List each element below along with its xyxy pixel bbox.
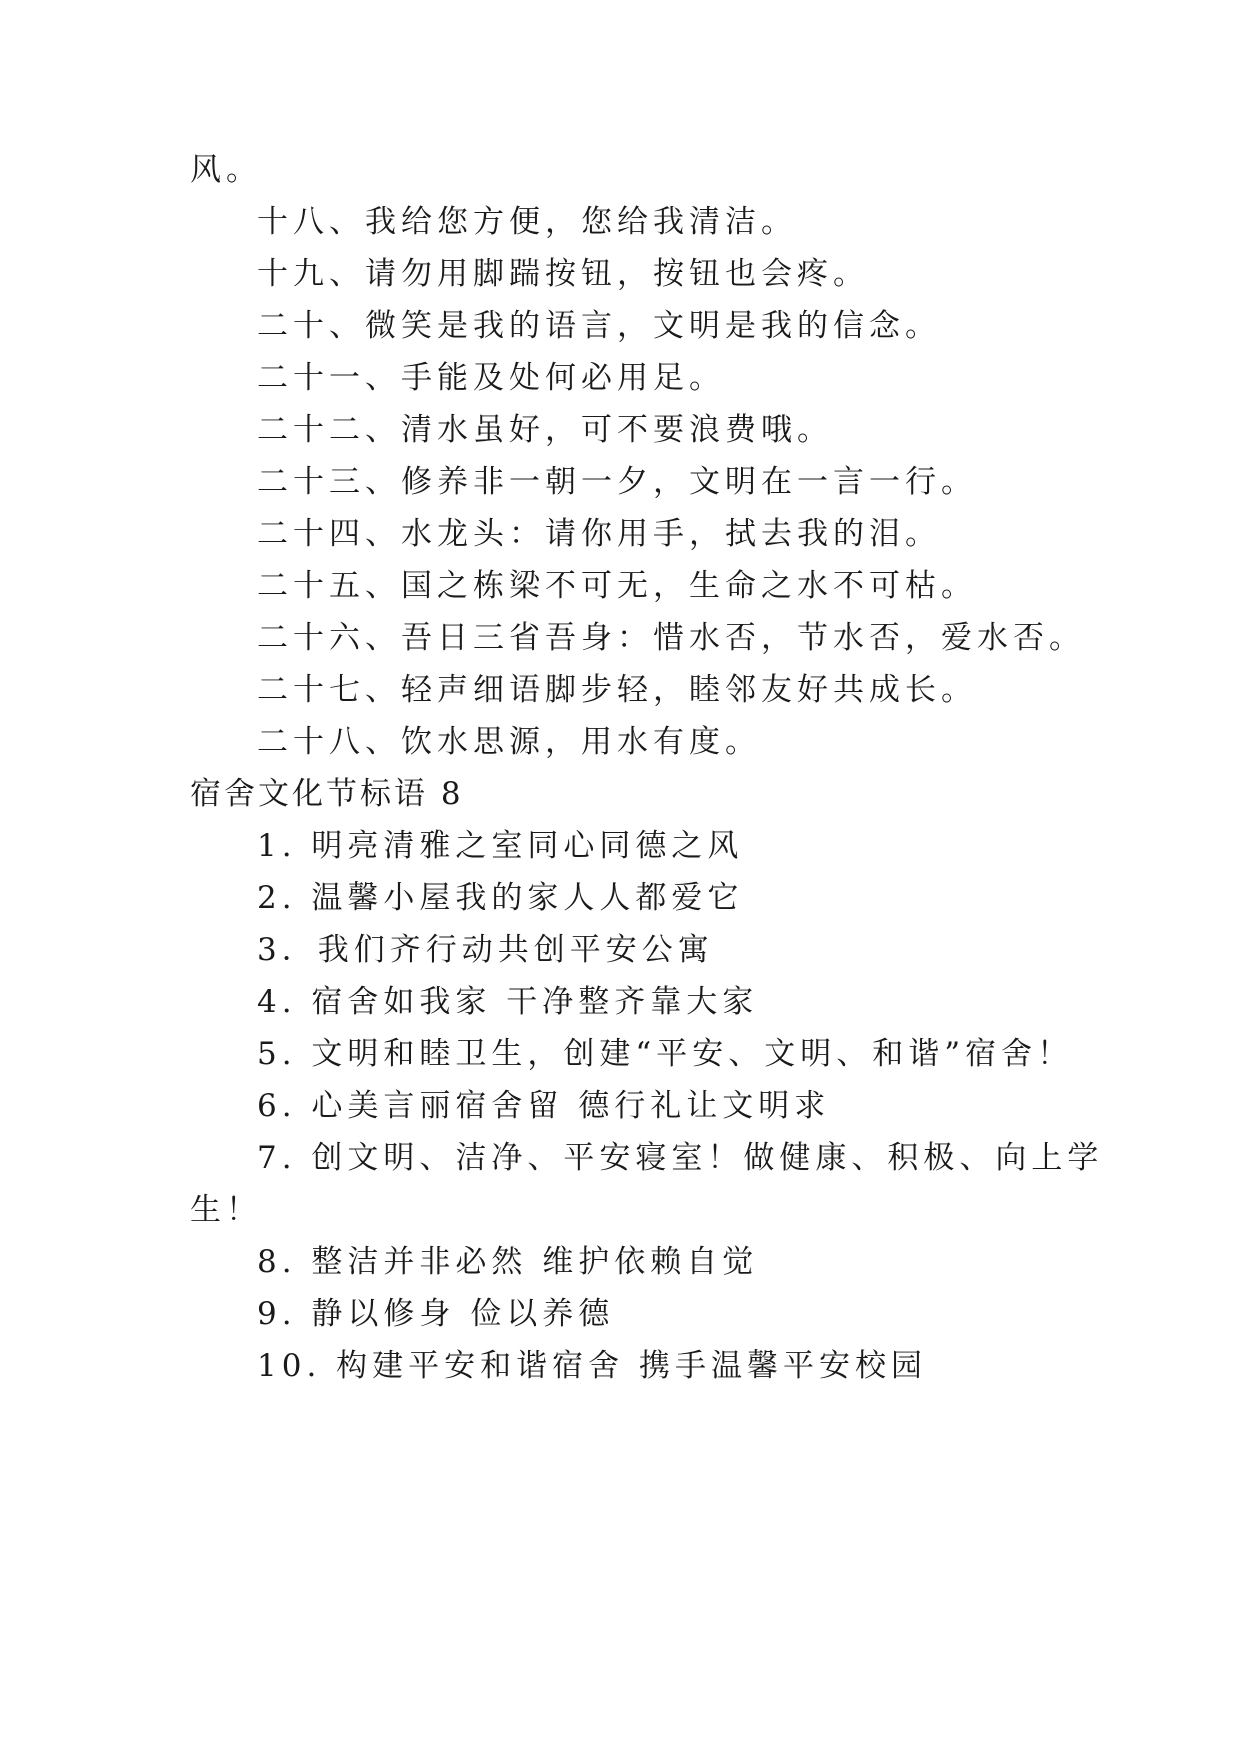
section-heading: 宿舍文化节标语 8 (190, 776, 464, 812)
slogan-19: 十九、请勿用脚踹按钮，按钮也会疼。 (257, 256, 869, 292)
slogan-28: 二十八、饮水思源，用水有度。 (257, 724, 761, 760)
list-item-5: 5. 文明和睦卫生，创建“平安、文明、和谐”宿舍！ (257, 1036, 1074, 1072)
list-item-10: 10. 构建平安和谐宿舍 携手温馨平安校园 (257, 1348, 928, 1384)
list-item-1: 1. 明亮清雅之室同心同德之风 (257, 828, 744, 864)
slogan-24: 二十四、水龙头：请你用手，拭去我的泪。 (257, 516, 941, 552)
slogan-27: 二十七、轻声细语脚步轻，睦邻友好共成长。 (257, 672, 977, 708)
text-line: 风。 (190, 152, 262, 188)
list-item-7: 7. 创文明、洁净、平安寝室！做健康、积极、向上学 (257, 1140, 1104, 1176)
slogan-22: 二十二、清水虽好，可不要浪费哦。 (257, 412, 833, 448)
list-item-9: 9. 静以修身 俭以养德 (257, 1296, 615, 1332)
slogan-25: 二十五、国之栋梁不可无，生命之水不可枯。 (257, 568, 977, 604)
slogan-21: 二十一、手能及处何必用足。 (257, 360, 725, 396)
list-item-3: 3．我们齐行动共创平安公寓 (257, 932, 714, 968)
list-item-4: 4. 宿舍如我家 干净整齐靠大家 (257, 984, 759, 1020)
slogan-26: 二十六、吾日三省吾身：惜水否，节水否，爱水否。 (257, 620, 1085, 656)
list-item-2: 2. 温馨小屋我的家人人都爱它 (257, 880, 744, 916)
slogan-18: 十八、我给您方便，您给我清洁。 (257, 204, 797, 240)
list-item-6: 6. 心美言丽宿舍留 德行礼让文明求 (257, 1088, 831, 1124)
list-item-8: 8. 整洁并非必然 维护依赖自觉 (257, 1244, 759, 1280)
slogan-20: 二十、微笑是我的语言，文明是我的信念。 (257, 308, 941, 344)
slogan-23: 二十三、修养非一朝一夕，文明在一言一行。 (257, 464, 977, 500)
list-item-7-continued: 生！ (190, 1192, 262, 1228)
